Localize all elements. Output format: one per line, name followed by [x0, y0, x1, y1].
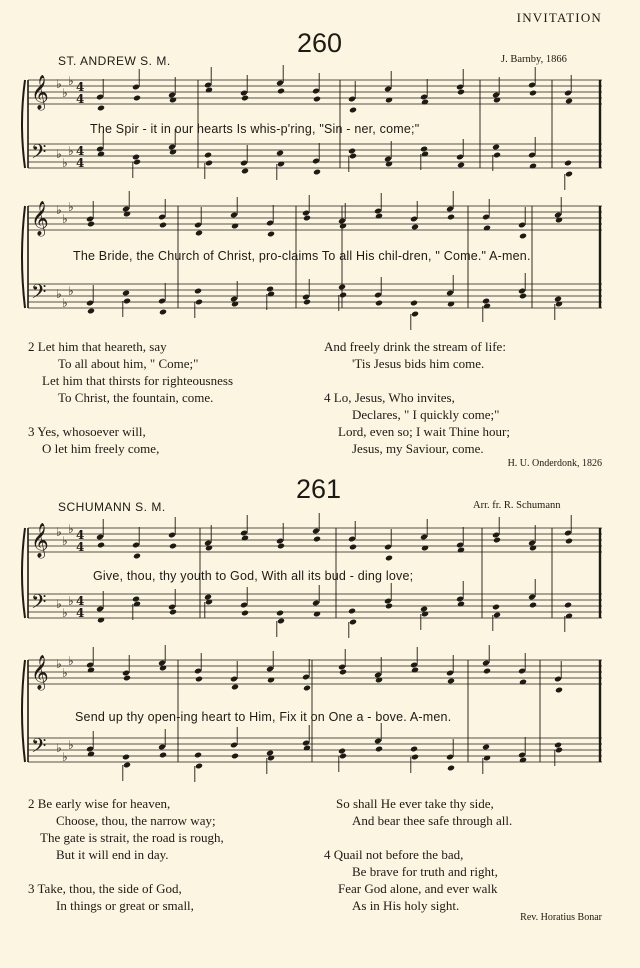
verse-line: And bear thee safe through all. [352, 813, 513, 828]
svg-text:♭: ♭ [62, 86, 68, 100]
verse-line: Fear God alone, and ever walk [338, 881, 498, 896]
verse-line: Let him that thirsts for righteousness [42, 373, 234, 388]
svg-text:4: 4 [76, 528, 85, 542]
svg-text:♭: ♭ [56, 287, 62, 301]
svg-text:♭: ♭ [68, 738, 74, 752]
composer-260: J. Barnby, 1866 [501, 54, 567, 65]
verse-gap [324, 829, 512, 846]
verse-line: O let him freely come, [42, 441, 160, 456]
hymn-number-260: 260 [297, 28, 343, 58]
section-title: INVITATION [516, 10, 602, 25]
verse-column-right [324, 338, 510, 457]
verse-line: So shall He ever take thy side, [336, 796, 494, 811]
verse-line: 2 Be early wise for heaven, [28, 796, 171, 811]
verse-line: The gate is strait, the road is rough, [40, 830, 224, 845]
svg-text:𝄢: 𝄢 [31, 140, 47, 168]
svg-text:♭: ♭ [68, 284, 74, 298]
svg-text:♭: ♭ [56, 525, 62, 539]
svg-text:♭: ♭ [68, 74, 74, 88]
svg-text:𝄞: 𝄞 [31, 201, 49, 236]
lyric-line: Give, thou, thy youth to God, With all its bud - ding love; [93, 569, 414, 583]
svg-text:♭: ♭ [56, 147, 62, 161]
verse-line: 4 Lo, Jesus, Who invites, [324, 390, 455, 405]
verse-line: To all about him, " Come;" [58, 356, 199, 371]
author-credit-261: Rev. Horatius Bonar [520, 912, 602, 923]
verse-column-left [28, 795, 224, 914]
svg-text:𝄢: 𝄢 [31, 590, 47, 618]
verse-line: 'Tis Jesus bids him come. [352, 356, 485, 371]
svg-text:♭: ♭ [56, 77, 62, 91]
verse-line: 3 Yes, whosoever will, [28, 424, 146, 439]
svg-text:♭: ♭ [56, 597, 62, 611]
svg-text:4: 4 [76, 144, 85, 158]
tune-name-261: SCHUMANN S. M. [58, 500, 166, 514]
verse-line: 3 Take, thou, the side of God, [28, 881, 182, 896]
svg-text:♭: ♭ [56, 203, 62, 217]
svg-text:𝄞: 𝄞 [31, 523, 49, 558]
verse-line: And freely drink the stream of life: [324, 339, 506, 354]
tune-name-260: ST. ANDREW S. M. [58, 54, 171, 68]
author-credit-260: H. U. Onderdonk, 1826 [507, 458, 602, 469]
svg-text:4: 4 [76, 156, 85, 170]
hymn-number-261: 261 [296, 474, 342, 504]
svg-text:♭: ♭ [62, 296, 68, 310]
verse-line: But it will end in day. [56, 847, 169, 862]
verse-gap [324, 372, 510, 389]
composer-261: Arr. fr. R. Schumann [473, 500, 561, 511]
svg-text:♭: ♭ [56, 657, 62, 671]
svg-text:4: 4 [76, 92, 85, 106]
svg-text:𝄞: 𝄞 [31, 75, 49, 110]
verse-gap [28, 406, 233, 423]
verse-line: 2 Let him that heareth, say [28, 339, 167, 354]
svg-text:4: 4 [76, 80, 85, 94]
verse-column-right [324, 795, 512, 914]
svg-text:♭: ♭ [62, 606, 68, 620]
lyric-line: Send up thy open-ing heart to Him, Fix it on One a - bove. A-men. [75, 710, 452, 724]
verse-line: 4 Quail not before the bad, [324, 847, 464, 862]
svg-text:♭: ♭ [62, 666, 68, 680]
svg-text:𝄢: 𝄢 [31, 734, 47, 762]
svg-text:♭: ♭ [68, 144, 74, 158]
svg-text:♭: ♭ [62, 156, 68, 170]
svg-text:♭: ♭ [56, 741, 62, 755]
svg-text:4: 4 [76, 540, 85, 554]
svg-text:♭: ♭ [62, 534, 68, 548]
verse-line: To Christ, the fountain, come. [58, 390, 214, 405]
verse-line: Be brave for truth and right, [352, 864, 498, 879]
verse-line: As in His holy sight. [352, 898, 460, 913]
svg-text:♭: ♭ [62, 212, 68, 226]
verse-line: Jesus, my Saviour, come. [352, 441, 484, 456]
verse-line: Choose, thou, the narrow way; [56, 813, 216, 828]
lyric-line: The Spir - it in our hearts Is whis-p'ring, "Sin - ner, come;" [90, 122, 420, 136]
verse-line: Declares, " I quickly come;" [352, 407, 500, 422]
verse-line: Lord, even so; I wait Thine hour; [338, 424, 510, 439]
svg-text:4: 4 [76, 594, 85, 608]
svg-text:♭: ♭ [62, 750, 68, 764]
verse-line: In things or great or small, [56, 898, 194, 913]
svg-text:4: 4 [76, 606, 85, 620]
svg-text:♭: ♭ [68, 654, 74, 668]
verse-gap [28, 863, 224, 880]
svg-text:𝄞: 𝄞 [31, 655, 49, 690]
verse-column-left [28, 338, 233, 457]
svg-text:♭: ♭ [68, 594, 74, 608]
svg-text:𝄢: 𝄢 [31, 280, 47, 308]
svg-text:♭: ♭ [68, 200, 74, 214]
lyric-line: The Bride, the Church of Christ, pro-claims To all His chil-dren, " Come." A-men. [73, 249, 531, 263]
svg-text:♭: ♭ [68, 522, 74, 536]
